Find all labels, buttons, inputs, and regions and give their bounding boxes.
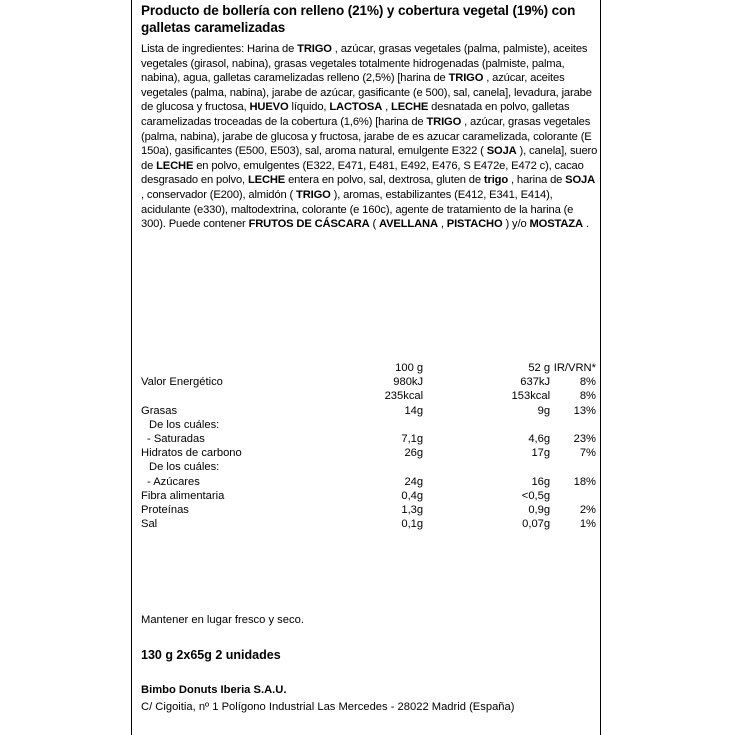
ingredient-text: , azúcar, grasas vegetales (palma, palmiste), aceites vegetales (girasol, nabina), grasas vegetales totalmente hidrogenadas (palmiste, palma, nabina), agua, galletas caramelizadas relleno (2,5%) [harina de xyxy=(141,43,588,85)
ingredient-text: ), canela], suero de xyxy=(141,145,598,172)
value-ir-vrn xyxy=(550,489,596,503)
manufacturer-name: Bimbo Donuts Iberia S.A.U. xyxy=(141,684,287,696)
value-ir-vrn xyxy=(550,418,596,432)
nutrition-row xyxy=(141,489,596,503)
nutrient-name: Proteínas xyxy=(141,504,189,517)
nutrition-row xyxy=(141,446,596,460)
allergen-text: MOSTAZA xyxy=(529,218,583,231)
value-per-52g: 637kJ xyxy=(520,376,551,389)
value-per-100g: 7,1g xyxy=(401,433,424,446)
value-per-52g: 16g xyxy=(531,475,551,488)
nutrient-name: Valor Energético xyxy=(141,376,223,389)
value-per-52g: 0,9g xyxy=(528,504,551,517)
value-per-100g: 24g xyxy=(404,475,424,488)
nutrient-name xyxy=(141,389,376,403)
product-label xyxy=(131,0,601,735)
ingredient-text: ), aromas, estabilizantes (E412, E341, E414), acidulante (e330), maltodextrina, colorante (e 160c), agente de tratamiento de la harina (e 300). Puede contener xyxy=(141,188,574,231)
value-per-100g: 0,4g xyxy=(401,489,424,502)
allergen-text: LACTOSA xyxy=(329,101,383,114)
nutrition-row xyxy=(141,475,596,489)
value-ir-vrn: 13% xyxy=(573,404,596,417)
ingredient-text: en polvo, emulgentes (E322, E471, E481, E492, E476, S E472e, E472 c), cacao desgrasado en polvo, xyxy=(141,159,584,187)
ingredient-text: desnatada en polvo, galletas caramelizadas troceadas de la cobertura (1,6%) [harina de xyxy=(141,101,570,128)
value-per-52g: 17g xyxy=(531,447,551,460)
ingredient-text: ) y/o xyxy=(502,218,530,231)
allergen-text: SOJA xyxy=(486,145,517,158)
allergen-text: HUEVO xyxy=(249,101,289,114)
value-per-100g: 980kJ xyxy=(393,376,424,389)
value-per-52g: 153kcal xyxy=(511,390,551,403)
nutrition-header-blank xyxy=(141,361,376,375)
value-per-52g xyxy=(423,418,550,432)
nutrition-row xyxy=(141,517,596,531)
header-per-100g: 100 g xyxy=(395,362,424,374)
value-per-52g: <0,5g xyxy=(521,489,551,502)
value-ir-vrn: 2% xyxy=(579,504,596,517)
ingredient-text: líquido, xyxy=(288,101,330,114)
storage-instructions: Mantener en lugar fresco y seco. xyxy=(141,614,304,626)
allergen-text: FRUTOS DE CÁSCARA xyxy=(248,218,370,231)
allergen-text: PISTACHO xyxy=(446,218,503,231)
value-per-100g: 14g xyxy=(404,404,424,417)
allergen-text: TRIGO xyxy=(296,188,331,201)
nutrient-name: Sal xyxy=(141,518,158,531)
net-weight: 130 g 2x65g 2 unidades xyxy=(141,648,281,662)
header-per-52g: 52 g xyxy=(528,362,551,374)
value-per-100g xyxy=(376,418,423,432)
manufacturer-address: C/ Cigoitia, nº 1 Polígono Industrial Las Mercedes - 28022 Madrid (España) xyxy=(141,701,515,713)
ingredient-text: ( xyxy=(369,218,379,231)
value-per-100g: 26g xyxy=(404,447,424,460)
allergen-text: LECHE xyxy=(391,101,429,114)
value-ir-vrn: 8% xyxy=(579,376,596,389)
nutrition-row xyxy=(141,418,596,432)
allergen-text: AVELLANA xyxy=(379,218,438,231)
value-ir-vrn: 1% xyxy=(579,518,596,531)
ingredient-text: , xyxy=(437,218,447,231)
value-per-100g: 0,1g xyxy=(401,518,424,531)
value-per-52g xyxy=(423,460,550,474)
ingredient-text: , azúcar, grasas vegetales (palma, nabina), jarabe de glucosa y fructosa, jarabe de es azucar caramelizada, colorante (E 150a), gasificantes (E500, E503), sal, aroma natural, emulgente E322 ( xyxy=(141,115,592,158)
nutrition-table xyxy=(141,361,596,531)
nutrient-name: Fibra alimentaria xyxy=(141,489,225,502)
nutrient-name: De los cuáles: xyxy=(149,461,220,474)
value-ir-vrn: 8% xyxy=(579,390,596,403)
allergen-text: trigo xyxy=(483,174,509,187)
ingredient-text: . xyxy=(582,218,589,231)
nutrient-name: - Azúcares xyxy=(147,475,200,488)
allergen-text: TRIGO xyxy=(426,115,462,128)
value-ir-vrn: 23% xyxy=(573,433,596,446)
value-ir-vrn xyxy=(550,460,596,474)
allergen-text: LECHE xyxy=(156,159,194,172)
nutrient-name: De los cuáles: xyxy=(149,418,220,431)
ingredients-list xyxy=(141,42,599,232)
ingredient-text: , conservador (E200), almidón ( xyxy=(141,188,297,201)
nutrient-name: - Saturadas xyxy=(147,433,205,446)
allergen-text: TRIGO xyxy=(448,72,484,85)
ingredient-text: Lista de ingredientes: Harina de xyxy=(141,43,298,55)
value-per-52g: 4,6g xyxy=(528,433,551,446)
value-per-100g xyxy=(376,460,423,474)
value-per-52g: 0,07g xyxy=(522,518,551,531)
nutrition-row xyxy=(141,404,596,418)
allergen-text: LECHE xyxy=(247,174,286,187)
value-ir-vrn: 7% xyxy=(579,447,596,460)
ingredient-text: , xyxy=(382,101,392,114)
nutrition-header-row xyxy=(141,361,596,375)
value-per-100g: 235kcal xyxy=(384,390,424,403)
ingredient-text: , harina de xyxy=(508,174,566,187)
nutrition-row xyxy=(141,375,596,389)
nutrition-row xyxy=(141,432,596,446)
header-ir-vrn: IR/VRN* xyxy=(553,362,596,374)
allergen-text: TRIGO xyxy=(297,43,332,55)
nutrition-row xyxy=(141,460,596,474)
value-per-100g: 1,3g xyxy=(401,504,424,517)
ingredient-text: entera en polvo, sal, dextrosa, gluten de xyxy=(285,174,484,187)
nutrient-name: Hidratos de carbono xyxy=(141,447,242,460)
nutrition-row xyxy=(141,389,596,403)
nutrient-name: Grasas xyxy=(141,404,178,417)
value-ir-vrn: 18% xyxy=(573,475,596,488)
value-per-52g: 9g xyxy=(537,404,551,417)
product-title: Producto de bollería con relleno (21%) y cobertura vegetal (19%) con galletas caramelizadas xyxy=(141,3,576,35)
ingredient-text: , azúcar, aceites vegetales (palma, nabina), jarabe de azúcar, gasificante (e 500), sal, canela], levadura, jarabe de glucosa y fructosa, xyxy=(141,72,592,114)
allergen-text: SOJA xyxy=(565,174,596,187)
nutrition-row xyxy=(141,503,596,517)
